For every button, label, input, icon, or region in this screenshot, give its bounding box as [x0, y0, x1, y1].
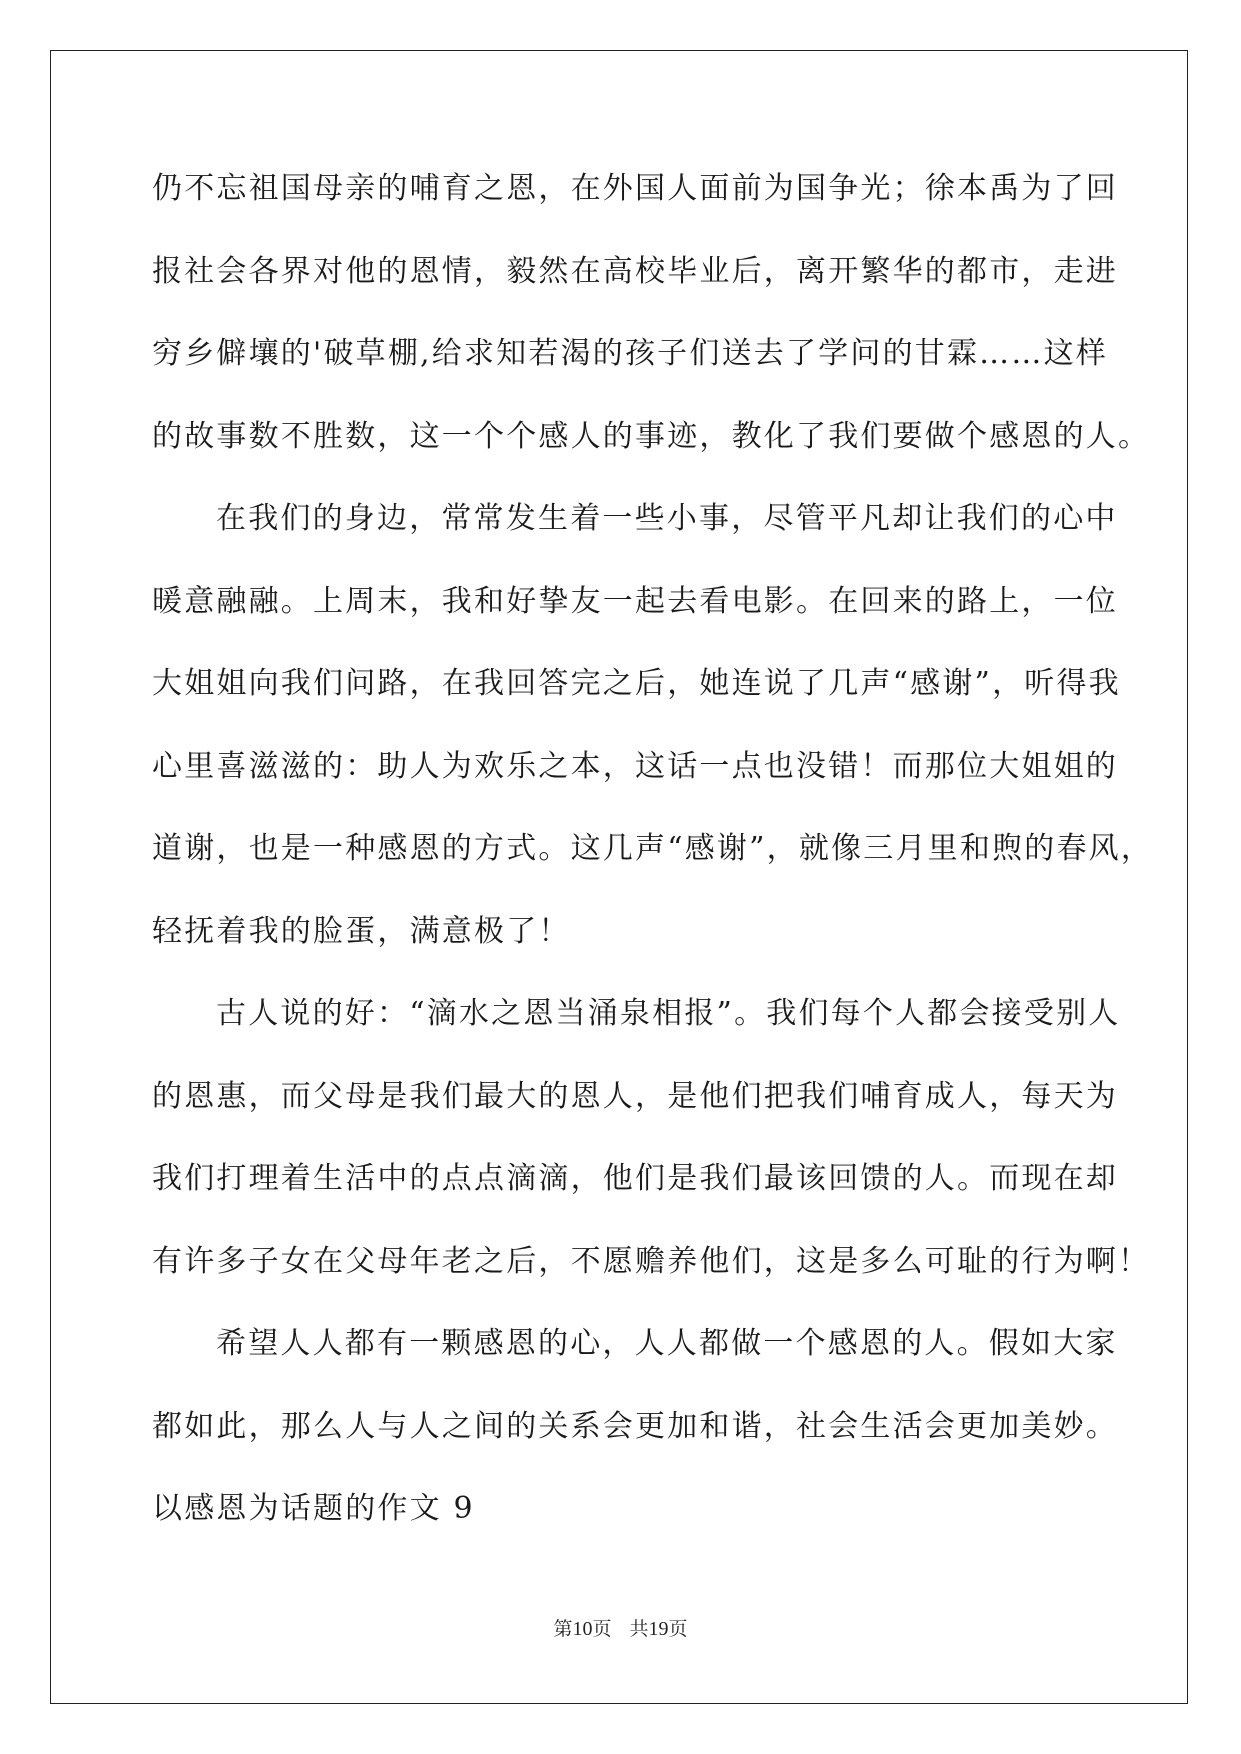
paragraph-start-line: 古人说的好：“滴水之恩当涌泉相报”。我们每个人都会接受别人 — [216, 996, 1121, 1031]
text-line: 大姐姐向我们问路，在我回答完之后，她连说了几声“感谢”，听得我 — [152, 666, 1121, 701]
text-line: 道谢，也是一种感恩的方式。这几声“感谢”，就像三月里和煦的春风， — [152, 831, 1154, 866]
paragraph-start-line: 希望人人都有一颗感恩的心，人人都做一个感恩的人。假如大家 — [216, 1326, 1118, 1361]
total-prefix: 共 — [629, 1619, 649, 1640]
total-pages: 19 — [648, 1618, 669, 1640]
text-line: 有许多子女在父母年老之后，不愿赡养他们，这是多么可耻的行为啊！ — [152, 1243, 1151, 1279]
section-heading: 以感恩为话题的作文 9 — [152, 1491, 475, 1526]
paragraph-start-line: 在我们的身边，常常发生着一些小事，尽管平凡却让我们的心中 — [216, 501, 1118, 536]
page-prefix: 第 — [553, 1619, 573, 1640]
text-line: 穷乡僻壤的'破草棚,给求知若渴的孩子们送去了学问的甘霖……这样 — [152, 336, 1108, 371]
text-line: 的故事数不胜数，这一个个感人的事迹，教化了我们要做个感恩的人。 — [152, 418, 1151, 454]
text-line: 心里喜滋滋的：助人为欢乐之本，这话一点也没错！而那位大姐姐的 — [152, 748, 1118, 784]
page-suffix: 页 — [592, 1619, 612, 1640]
page-footer — [0, 1614, 1241, 1641]
text-line: 报社会各界对他的恩情，毅然在高校毕业后，离开繁华的都市，走进 — [152, 253, 1118, 289]
text-line: 我们打理着生活中的点点滴滴，他们是我们最该回馈的人。而现在却 — [152, 1161, 1118, 1196]
total-suffix: 页 — [668, 1619, 688, 1640]
text-line: 仍不忘祖国母亲的哺育之恩，在外国人面前为国争光；徐本禹为了回 — [152, 171, 1118, 206]
text-line: 的恩惠，而父母是我们最大的恩人，是他们把我们哺育成人，每天为 — [152, 1078, 1118, 1114]
text-line: 都如此，那么人与人之间的关系会更加和谐，社会生活会更加美妙。 — [152, 1408, 1118, 1444]
page-number: 10 — [572, 1618, 593, 1640]
text-line: 轻抚着我的脸蛋，满意极了！ — [152, 913, 571, 949]
document-body — [152, 158, 1154, 1561]
text-line: 暖意融融。上周末，我和好挚友一起去看电影。在回来的路上，一位 — [152, 583, 1118, 619]
